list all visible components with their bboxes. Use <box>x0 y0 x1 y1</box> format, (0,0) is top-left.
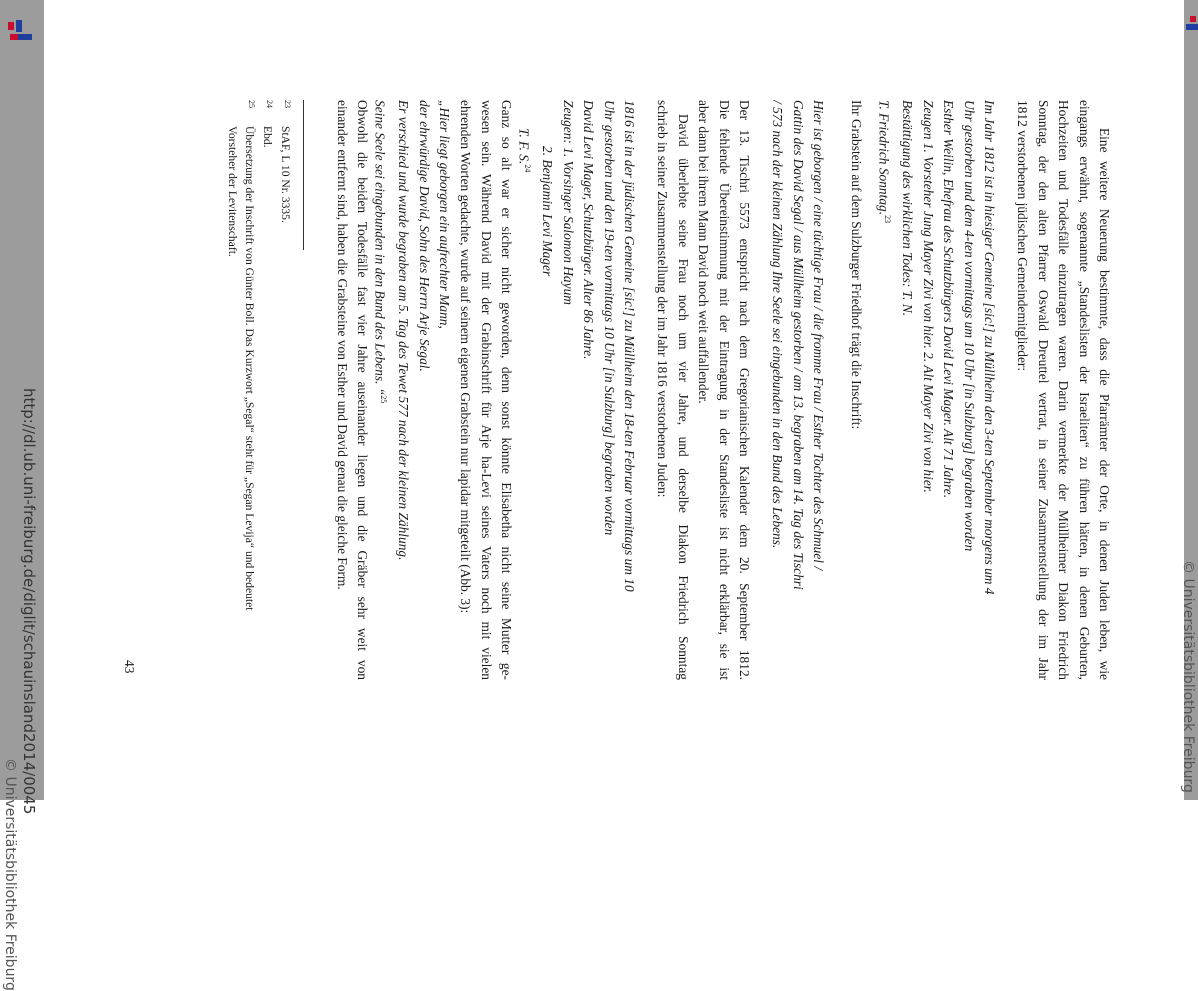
footnote-23: 23 StAF, L 10 Nr. 3335. <box>279 100 292 223</box>
side-copyright: © Universitätsbibliothek Freiburg <box>2 758 18 991</box>
quote-david-death-record: 1816 ist in der jüdischen Gemeine [sic!] zu Müllheim den 18-ten Februar vormittags um 10 Uhr gestorben und den 19-ten vormittags 10 Uhr [in Sulzburg] begraben worden David Levi Mager, Schutzbürger. Alter 86 Jahre. Zeugen: 1. Vorsinger Salomon Hayum 2. Benjamin Levi Mager T. F. S.$^{24}$ <box>516 100 637 592</box>
footnote-24: 24 Ebd. <box>261 100 274 148</box>
footnote-ref-25: 25 <box>378 395 388 404</box>
paragraph-2: Ihr Grabstein auf dem Sulzburger Friedhof trägt die Inschrift: <box>849 100 864 430</box>
page-number: 43 <box>122 660 137 674</box>
paragraph-4: Ganz so alt war er sicher nicht geworden, denn sonst könnte Elisabetha nicht seine Mutter ge- wesen sein. Während David mit der Grabinschrift für Arje ha-Levi seines Vaters noch mit vielen ehrenden Worten gedachte, wurde auf seinem eigenen Grabstein nur lapidar mitgeteilt (Abb. 3): <box>458 100 514 680</box>
paragraph-1: Eine weitere Neuerung bestimmte, dass die Pfarrämter der Orte, in denen Juden leben, wie eingangs erwähnt, sogenannte „Standeslisten der Israeliten“ zu führen hätten, in denen Geburten, Hochzeiten und Todesfälle einzutragen waren. Darin vermerkte der Müllheimer Diakon Friedrich Sonntag, der den alten Pfarrer Oswald Dreuttel vertrat, in seiner Zusammenstellung der im Jahr 1812 verstorbenen jüdischen Gemeindemitglieder: <box>1015 100 1112 680</box>
footnote-ref-24: 24 <box>522 164 532 173</box>
library-logo-icon-right <box>1186 8 1198 38</box>
side-url[interactable]: http://dl.ub.uni-freiburg.de/diglit/schauinsland2014/0045 <box>20 388 38 815</box>
paragraph-3: Der 13. Tischri 5573 entspricht nach dem Gregorianischen Kalender dem 20. September 1812. Die fehlende Übereinstimmung mit der Eintragung in der Standesliste ist nicht erklärbar, sie ist aber dann bei ihrem Mann David noch weit auffallender. David überlebte seine Frau noch um vier Jahre, und derselbe Diakon Friedrich Sonntag schrieb in seiner Zusammenstellung der im Jahr 1816 verstorbenen Juden: <box>655 100 752 680</box>
footnote-separator <box>303 100 304 250</box>
side-copyright-right: © Universitätsbibliothek Freiburg <box>1180 560 1196 793</box>
quote-esther-inscription: Hier ist geborgen / eine tüchtige Frau / die fromme Frau / Esther Tochter des Schmuel / Gattin des David Segal / aus Müllheim gestorben / am 13. begraben am 14. Tag des Tischri / 573 nach der kleinen Zählung Ihre Seele sei eingebunden in den Bund des Lebens. <box>770 100 826 590</box>
rotated-page <box>44 0 1184 800</box>
quote-david-inscription: „Hier liegt geborgen ein aufrechter Mann, der ehrwürdige David, Sohn des Herrn Arje Segal. Er verschied und wurde begraben am 5. Tag des Tewet 577 nach der kleinen Zählung. Seine Seele sei eingebunden in den Bund des Lebens. “$^{25}$ <box>372 100 452 561</box>
footnote-ref-23: 23 <box>882 215 892 224</box>
quote-esther-death-record: Im Jahr 1812 ist in hiesiger Gemeine [sic!] zu Müllheim den 3-ten September morgens um 4 Uhr gestorben und dem 4-ten vormittags um 10 Uhr [in Sulzburg] begraben worden Esther Weilin, Ehefrau des Schutzbürgers David Levi Mager. Alt 71 Jahre. Zeugen 1. Vorsteher Jung Mayer Zivi von hier. 2. Alt Mayer Zivi von hier. Bestättigung des wirklichen Todes: T. N. T. Friedrich Sonntag.$^{23}$ <box>876 100 997 595</box>
paragraph-5: Obwohl die beiden Todesfälle fast vier Jahre auseinander liegen und die Gräber sehr weit von einander entfernt sind, haben die Grabsteine von Esther und David genau die gleiche Form. <box>334 100 370 680</box>
footnote-25: 25 Übersetzung der Inschrift von Günter Boll. Das Kurzwort „Segal“ steht für „Segan Levija“ und bedeutet Vorsteher der Levitenschaft. <box>226 100 256 611</box>
library-logo-icon <box>0 8 40 44</box>
